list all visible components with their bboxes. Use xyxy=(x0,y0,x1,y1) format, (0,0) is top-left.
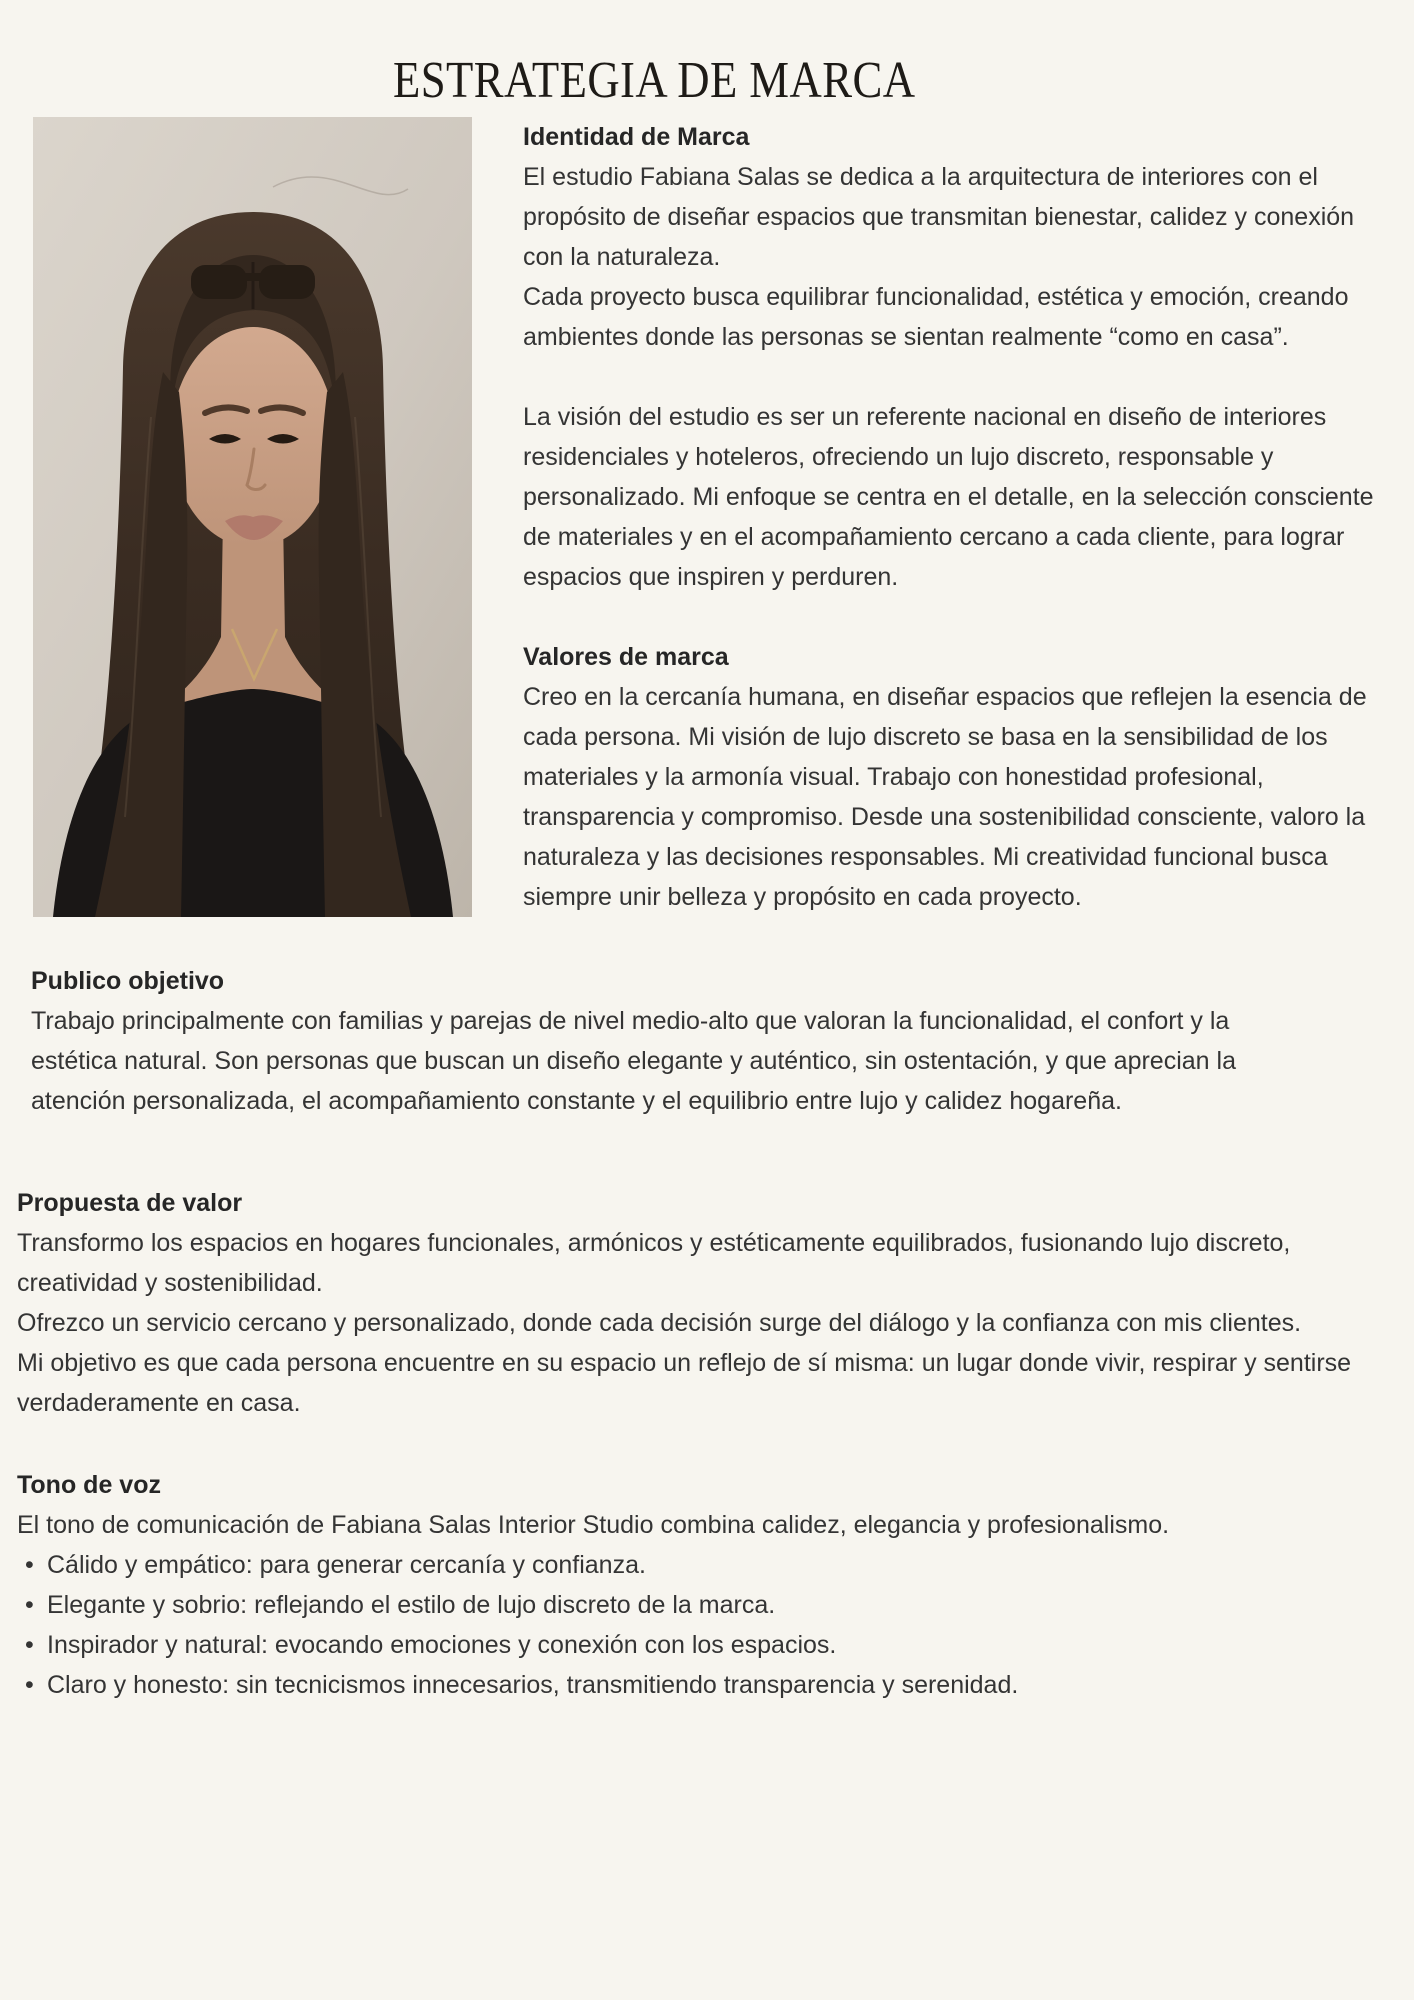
page-title: ESTRATEGIA DE MARCA xyxy=(393,52,916,109)
tone-bullet-list xyxy=(17,1545,1384,1705)
tone-bullet-item: • Claro y honesto: sin tecnicismos innecesarios, transmitiendo transparencia y serenidad. xyxy=(17,1665,1384,1705)
identidad-paragraph-3: La visión del estudio es ser un referente nacional en diseño de interiores residenciales y hoteleros, ofreciendo un lujo discreto, responsable y personalizado. Mi enfoque se centra en el detalle, en la selección consciente de materiales y en el acompañamiento cercano a cada cliente, para lograr espacios que inspiren y perduren. xyxy=(523,403,1374,591)
tone-bullet-item: • Inspirador y natural: evocando emociones y conexión con los espacios. xyxy=(17,1625,1384,1665)
propuesta-paragraph-1: Transformo los espacios en hogares funcionales, armónicos y estéticamente equilibrados, fusionando lujo discreto, creatividad y sostenibilidad. xyxy=(17,1229,1291,1297)
propuesta-paragraph-3: Mi objetivo es que cada persona encuentre en su espacio un reflejo de sí misma: un lugar donde vivir, respirar y sentirse verdaderamente en casa. xyxy=(17,1349,1352,1417)
publico-heading: Publico objetivo xyxy=(31,967,225,995)
propuesta-heading: Propuesta de valor xyxy=(17,1189,243,1217)
identidad-paragraph-1: El estudio Fabiana Salas se dedica a la arquitectura de interiores con el propósito de diseñar espacios que transmitan bienestar, calidez y conexión con la naturaleza. xyxy=(523,163,1355,271)
publico-paragraph: Trabajo principalmente con familias y parejas de nivel medio-alto que valoran la funcionalidad, el confort y la estética natural. Son personas que buscan un diseño elegante y auténtico, sin ostentación, y que aprecian la atención personalizada, el acompañamiento constante y el equilibrio entre lujo y calidez hogareña. xyxy=(31,1007,1236,1115)
face xyxy=(171,327,335,547)
tono-heading: Tono de voz xyxy=(17,1471,161,1499)
intro-section xyxy=(33,117,1414,917)
propuesta-valor-section xyxy=(17,1183,1384,1423)
intro-text-column xyxy=(523,117,1390,917)
tone-bullet-item: • Elegante y sobrio: reflejando el estilo de lujo discreto de la marca. xyxy=(17,1585,1384,1625)
tone-bullet-item: • Cálido y empático: para generar cercanía y confianza. xyxy=(17,1545,1384,1585)
tono-intro: El tono de comunicación de Fabiana Salas Interior Studio combina calidez, elegancia y profesionalismo. xyxy=(17,1511,1170,1539)
portrait-photo xyxy=(33,117,472,917)
tono-de-voz-section xyxy=(17,1465,1384,1705)
propuesta-paragraph-2: Ofrezco un servicio cercano y personalizado, donde cada decisión surge del diálogo y la confianza con mis clientes. xyxy=(17,1309,1302,1337)
identidad-paragraph-2: Cada proyecto busca equilibrar funcionalidad, estética y emoción, creando ambientes donde las personas se sientan realmente “como en casa”. xyxy=(523,283,1349,351)
identidad-heading: Identidad de Marca xyxy=(523,123,750,151)
valores-paragraph: Creo en la cercanía humana, en diseñar espacios que reflejen la esencia de cada persona. Mi visión de lujo discreto se basa en la sensibilidad de los materiales y la armonía visual. Trabajo con honestidad profesional, transparencia y compromiso. Desde una sostenibilidad consciente, valoro la naturaleza y las decisiones responsables. Mi creatividad funcional busca siempre unir belleza y propósito en cada proyecto. xyxy=(523,683,1367,911)
publico-objetivo-section xyxy=(31,961,1354,1121)
valores-heading: Valores de marca xyxy=(523,643,729,671)
